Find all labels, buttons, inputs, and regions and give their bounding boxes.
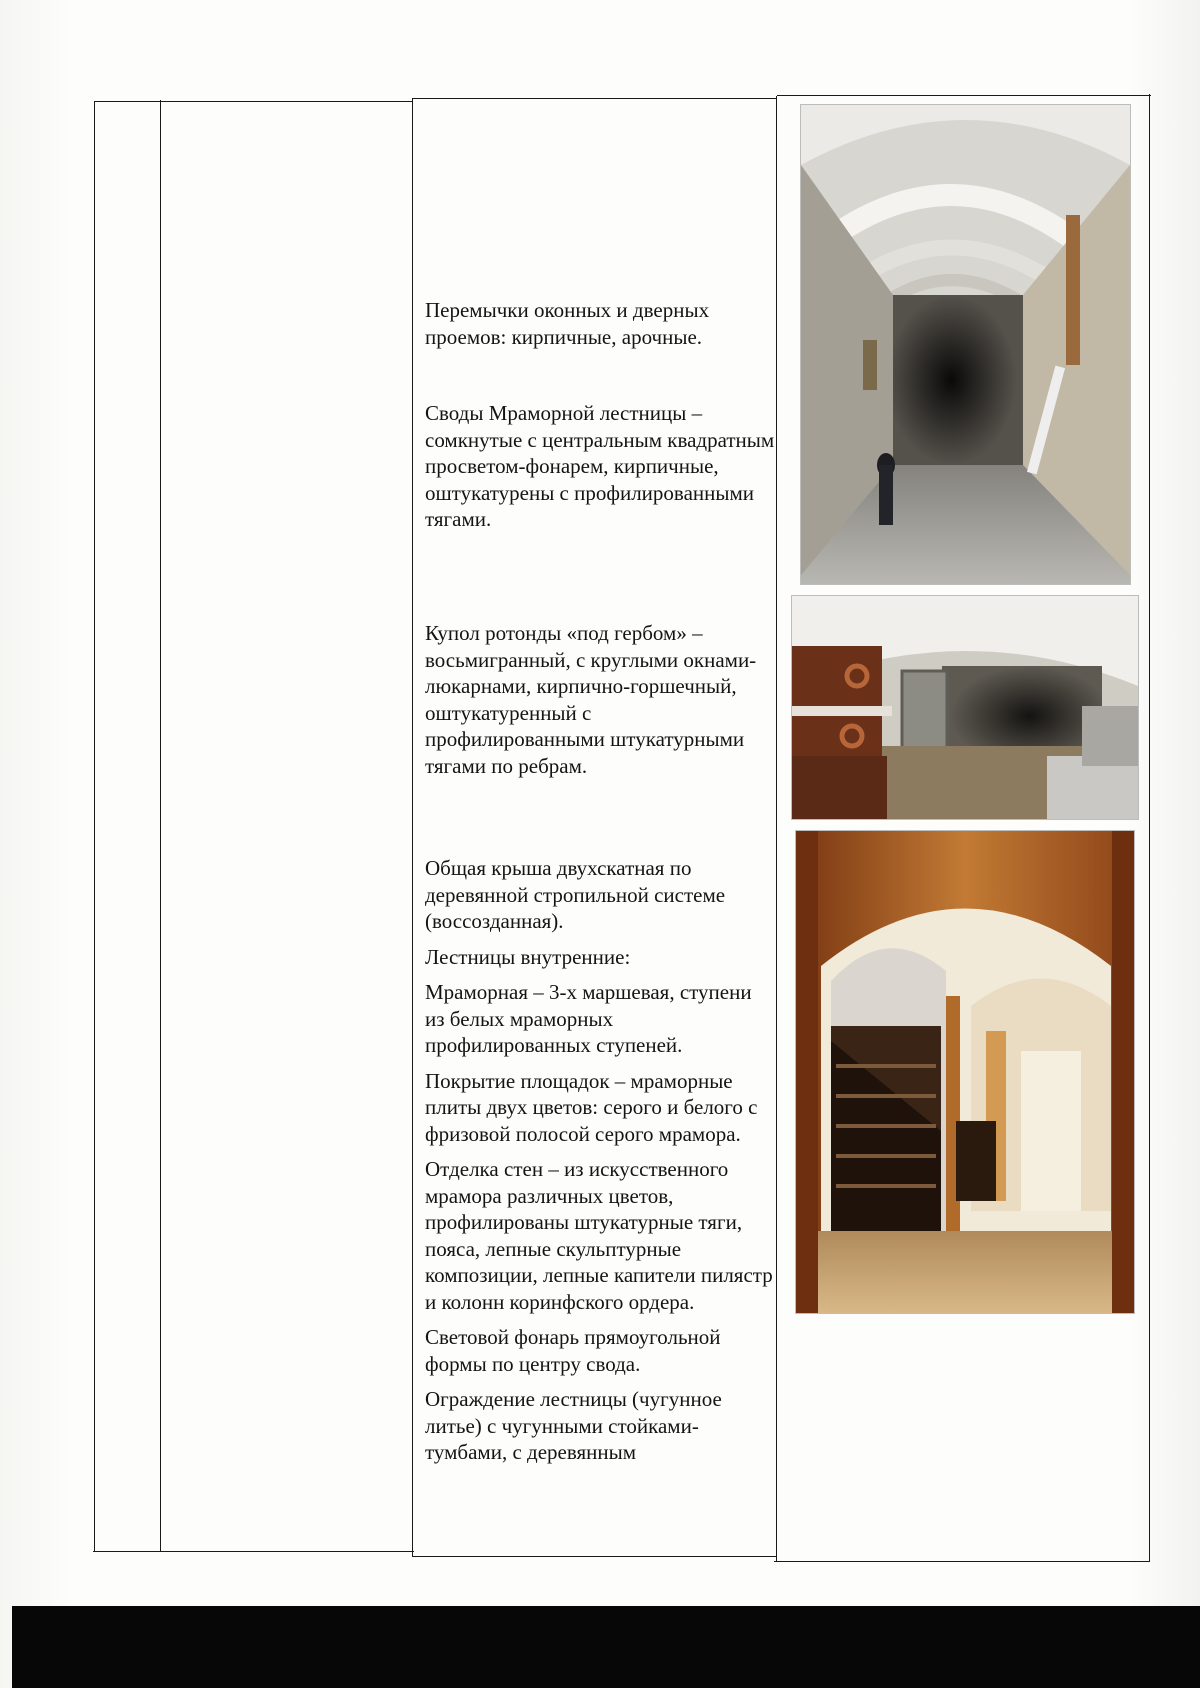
scanner-border xyxy=(12,1606,1200,1688)
paragraph-marble-stair-vaults: Своды Мраморной лестницы – сомкнутые с центральным квадратным просветом-фонарем, кирпичные, оштукатурены с профилированными тягами. xyxy=(425,401,775,531)
photo-basement-storage xyxy=(792,596,1138,819)
paragraph-skylight: Световой фонарь прямоугольной формы по центру свода. xyxy=(425,1325,721,1376)
paragraph-lintels: Перемычки оконных и дверных проемов: кирпичные, арочные. xyxy=(425,298,710,349)
description-text-block-4 xyxy=(425,855,775,1466)
paragraph-railing: Ограждение лестницы (чугунное литье) с чугунными стойками-тумбами, с деревянным xyxy=(425,1387,722,1464)
photo-vaulted-corridor xyxy=(801,105,1130,584)
photo-marble-staircase xyxy=(796,831,1134,1313)
paragraph-landings: Покрытие площадок – мраморные плиты двух цветов: серого и белого с фризовой полосой серого мрамора. xyxy=(425,1068,758,1146)
paragraph-rotunda-dome: Купол ротонды «под гербом» – восьмигранный, с круглыми окнами-люкарнами, кирпично-горшечный, оштукатуренный с профилированными штукатурными тягами по ребрам. xyxy=(425,621,757,778)
description-text-block-2 xyxy=(425,400,775,533)
description-text-block-3 xyxy=(425,620,775,779)
paragraph-wall-finish: Отделка стен – из искусственного мрамора различных цветов, профилированы штукатурные тяги, пояса, лепные скульптурные композиции, лепные капители пилястр и колонн коринфского ордера. xyxy=(425,1157,773,1314)
paragraph-roof: Общая крыша двухскатная по деревянной стропильной системе (воссозданная). xyxy=(425,856,726,933)
description-text-block-1 xyxy=(425,297,775,350)
paragraph-marble-stair: Мраморная – 3-х маршевая, ступени из белых мраморных профилированных ступеней. xyxy=(425,980,752,1057)
paragraph-stairs-heading: Лестницы внутренние: xyxy=(425,944,631,969)
